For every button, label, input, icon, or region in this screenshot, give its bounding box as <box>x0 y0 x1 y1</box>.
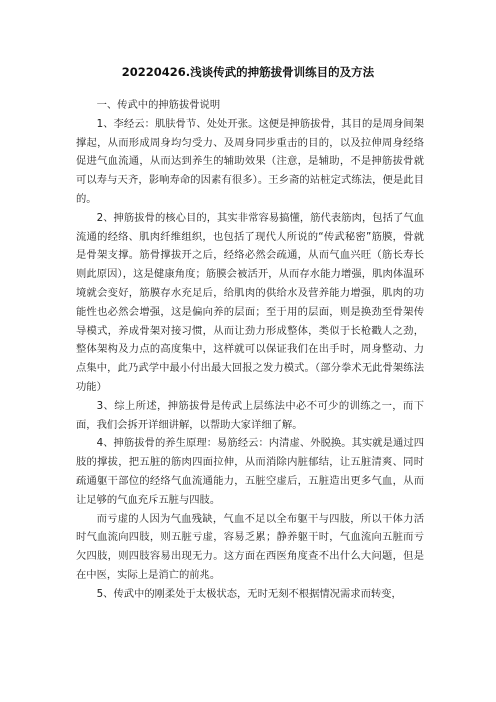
document-body <box>76 96 424 604</box>
paragraph-3: 3、综上所述，抻筋拔骨是传武上层练法中必不可少的训练之一，而下面，我们会拆开详细讲解，以帮助大家详细了解。 <box>76 399 424 431</box>
paragraph-4: 4、抻筋拔骨的养生原理：易筋经云：内清虚、外脱换。其实就是通过四肢的撑拔，把五脏的筋肉四面拉伸，从而消除内脏郁结，让五脏清爽、同时疏通躯干部位的经络气血流通能力，五脏空虚后，五脏造出更多气血，从而让足够的气血充斥五脏与四肢。 <box>76 437 424 506</box>
paragraph-6: 5、传武中的刚柔处于太极状态，无时无刻不根据情况需求而转变， <box>96 587 402 600</box>
paragraph-2: 2、抻筋拔骨的核心目的，其实非常容易搞懂，筋代表筋肉，包括了气血流通的经络、肌肉纤维组织，也包括了现代人所说的“传武秘密”筋膜，骨就是骨架支撑。筋骨撑拔开之后，经络必然会疏通，从而气血兴旺（筋长寿长则此原因），这是健康角度；筋膜会被活开，从而存水能力增强，肌肉体温环境就会变好，筋膜存水充足后，给肌肉的供给水及营养能力增强，肌肉的功能性也必然会增强，这是偏向养的层面；至于用的层面，则是换劲至骨架传导模式，养成骨架对接习惯，从而让劲力形成整体，类似于长枪戳人之劲，整体架构及力点的高度集中，这样就可以保证我们在出手时，周身整动、力点集中，此乃武学中最小付出最大回报之发力模式。（部分拳术无此骨架练法功能） <box>76 211 424 393</box>
document-title: 20220426.浅谈传武的抻筋拔骨训练目的及方法 <box>121 65 375 79</box>
paragraph-5: 而亏虚的人因为气血残缺，气血不足以全布躯干与四肢，所以干体力活时气血流向四肢，则五脏亏虚，容易乏累；静养躯干时，气血流向五脏而亏欠四肢，则四肢容易出现无力。这方面在西医角度查不出什么大问题，但是在中医，实际上是消亡的前兆。 <box>76 512 424 581</box>
section-heading: 一、传武中的抻筋拔骨说明 <box>96 99 221 111</box>
paragraph-1: 1、李经云：肌肤骨节、处处开张。这便是抻筋拔骨，其目的是周身间架撑起，从而形成周身均匀受力、及周身同步重击的目的，以及拉伸周身经络促进气血流通，从而达到养生的辅助效果（注意，是辅助，不是抻筋拔骨就可以寿与天齐，影响寿命的因素有很多）。王乡斋的站桩定式练法，便是此目的。 <box>76 117 424 205</box>
